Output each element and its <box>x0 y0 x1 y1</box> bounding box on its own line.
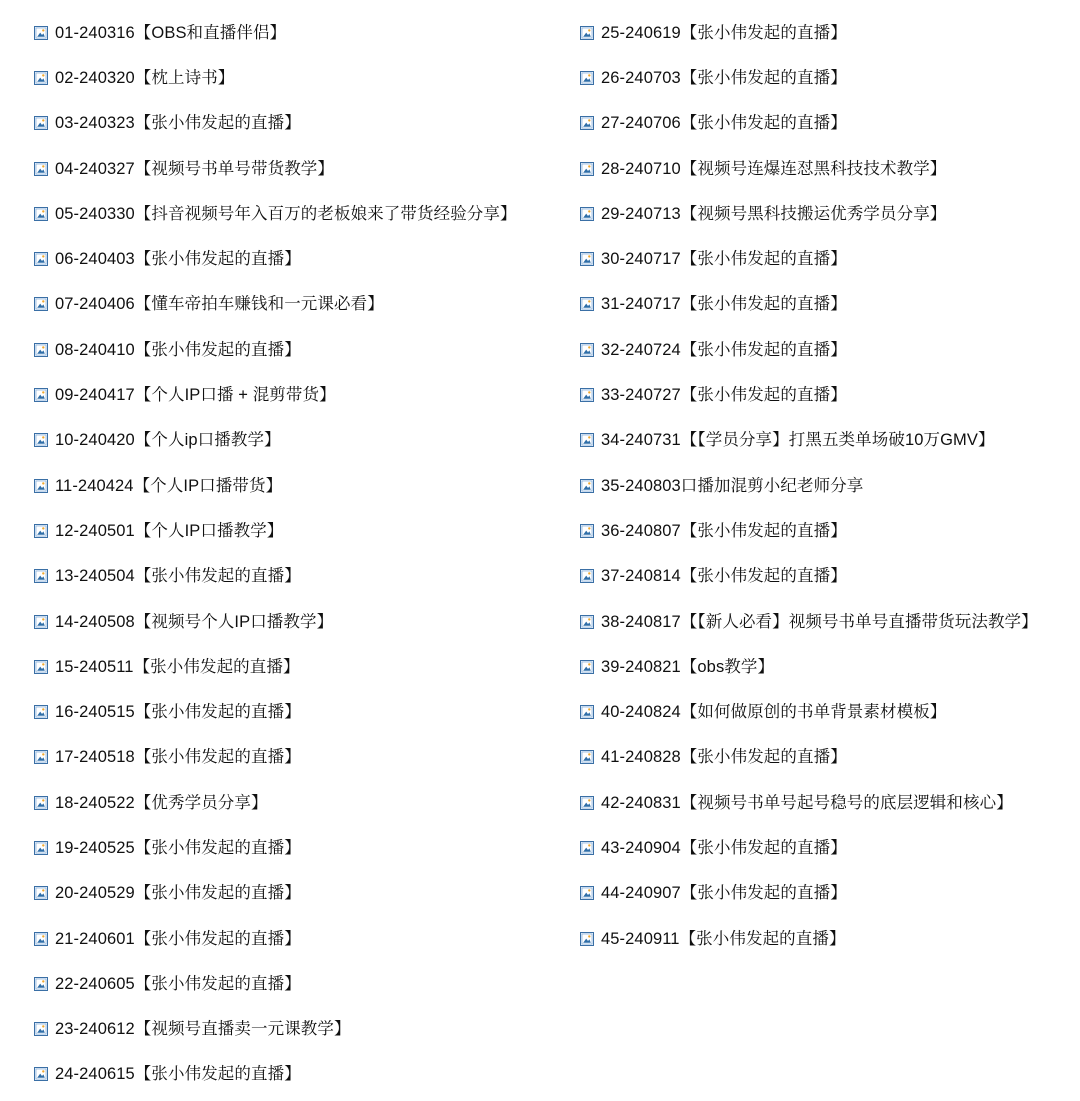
media-file-icon <box>34 26 48 40</box>
file-row[interactable] <box>580 101 1080 146</box>
file-row[interactable] <box>580 780 1080 825</box>
media-file-icon <box>580 343 594 357</box>
file-row[interactable] <box>34 644 574 689</box>
media-file-icon <box>580 524 594 538</box>
file-row[interactable] <box>34 236 574 281</box>
file-name: 38-240817【【新人必看】视频号书单号直播带货玩法教学】 <box>601 612 1038 631</box>
file-row[interactable] <box>580 10 1080 55</box>
file-row[interactable] <box>580 146 1080 191</box>
media-file-icon <box>34 615 48 629</box>
file-row[interactable] <box>580 327 1080 372</box>
file-row[interactable] <box>580 463 1080 508</box>
media-file-icon <box>580 660 594 674</box>
media-file-icon <box>580 841 594 855</box>
media-file-icon <box>580 162 594 176</box>
media-file-icon <box>580 479 594 493</box>
media-file-icon <box>580 750 594 764</box>
media-file-icon <box>34 207 48 221</box>
file-row[interactable] <box>580 871 1080 916</box>
file-name: 06-240403【张小伟发起的直播】 <box>55 250 301 269</box>
media-file-icon <box>34 388 48 402</box>
file-name: 33-240727【张小伟发起的直播】 <box>601 386 847 405</box>
file-row[interactable] <box>580 599 1080 644</box>
file-row[interactable] <box>580 644 1080 689</box>
media-file-icon <box>580 705 594 719</box>
media-file-icon <box>34 1022 48 1036</box>
file-row[interactable] <box>580 508 1080 553</box>
file-name: 43-240904【张小伟发起的直播】 <box>601 838 847 857</box>
file-name: 09-240417【个人IP口播 + 混剪带货】 <box>55 386 336 405</box>
file-name: 39-240821【obs教学】 <box>601 657 775 676</box>
file-row[interactable] <box>34 916 574 961</box>
media-file-icon <box>34 569 48 583</box>
file-name: 17-240518【张小伟发起的直播】 <box>55 748 301 767</box>
media-file-icon <box>34 162 48 176</box>
file-row[interactable] <box>34 508 574 553</box>
file-name: 45-240911【张小伟发起的直播】 <box>601 929 846 948</box>
right-column <box>580 10 1080 961</box>
file-name: 37-240814【张小伟发起的直播】 <box>601 567 847 586</box>
media-file-icon <box>580 71 594 85</box>
file-name: 19-240525【张小伟发起的直播】 <box>55 838 301 857</box>
file-row[interactable] <box>580 735 1080 780</box>
file-name: 15-240511【张小伟发起的直播】 <box>55 657 300 676</box>
file-row[interactable] <box>34 554 574 599</box>
file-name: 41-240828【张小伟发起的直播】 <box>601 748 847 767</box>
media-file-icon <box>34 841 48 855</box>
file-name: 22-240605【张小伟发起的直播】 <box>55 974 301 993</box>
media-file-icon <box>580 796 594 810</box>
file-name: 16-240515【张小伟发起的直播】 <box>55 703 301 722</box>
file-row[interactable] <box>34 55 574 100</box>
file-name: 32-240724【张小伟发起的直播】 <box>601 340 847 359</box>
file-row[interactable] <box>34 191 574 236</box>
file-row[interactable] <box>580 418 1080 463</box>
file-name: 08-240410【张小伟发起的直播】 <box>55 340 301 359</box>
left-column <box>34 10 574 1097</box>
file-row[interactable] <box>580 689 1080 734</box>
media-file-icon <box>580 116 594 130</box>
file-row[interactable] <box>34 146 574 191</box>
file-name: 30-240717【张小伟发起的直播】 <box>601 250 847 269</box>
file-name: 35-240803口播加混剪小纪老师分享 <box>601 476 864 495</box>
media-file-icon <box>580 433 594 447</box>
file-name: 07-240406【懂车帝拍车赚钱和一元课必看】 <box>55 295 384 314</box>
media-file-icon <box>580 886 594 900</box>
file-row[interactable] <box>34 871 574 916</box>
file-name: 27-240706【张小伟发起的直播】 <box>601 114 847 133</box>
media-file-icon <box>580 252 594 266</box>
file-name: 23-240612【视频号直播卖一元课教学】 <box>55 1020 351 1039</box>
file-row[interactable] <box>34 780 574 825</box>
file-row[interactable] <box>34 282 574 327</box>
file-row[interactable] <box>34 735 574 780</box>
file-name: 13-240504【张小伟发起的直播】 <box>55 567 301 586</box>
file-name: 40-240824【如何做原创的书单背景素材模板】 <box>601 703 947 722</box>
file-row[interactable] <box>34 1052 574 1097</box>
file-row[interactable] <box>34 418 574 463</box>
file-row[interactable] <box>34 463 574 508</box>
media-file-icon <box>34 977 48 991</box>
file-name: 25-240619【张小伟发起的直播】 <box>601 23 847 42</box>
file-row[interactable] <box>34 10 574 55</box>
media-file-icon <box>34 1067 48 1081</box>
file-name: 28-240710【视频号连爆连怼黑科技技术教学】 <box>601 159 947 178</box>
media-file-icon <box>34 252 48 266</box>
file-name: 42-240831【视频号书单号起号稳号的底层逻辑和核心】 <box>601 793 1013 812</box>
file-name: 02-240320【枕上诗书】 <box>55 68 235 87</box>
media-file-icon <box>34 750 48 764</box>
file-name: 03-240323【张小伟发起的直播】 <box>55 114 301 133</box>
file-name: 14-240508【视频号个人IP口播教学】 <box>55 612 334 631</box>
file-name: 12-240501【个人IP口播教学】 <box>55 521 284 540</box>
file-row[interactable] <box>580 191 1080 236</box>
file-name: 21-240601【张小伟发起的直播】 <box>55 929 301 948</box>
file-row[interactable] <box>580 554 1080 599</box>
media-file-icon <box>580 207 594 221</box>
file-name: 26-240703【张小伟发起的直播】 <box>601 68 847 87</box>
media-file-icon <box>580 615 594 629</box>
file-name: 18-240522【优秀学员分享】 <box>55 793 268 812</box>
file-name: 44-240907【张小伟发起的直播】 <box>601 884 847 903</box>
file-name: 11-240424【个人IP口播带货】 <box>55 476 283 495</box>
file-row[interactable] <box>34 372 574 417</box>
file-name: 31-240717【张小伟发起的直播】 <box>601 295 847 314</box>
file-name: 05-240330【抖音视频号年入百万的老板娘来了带货经验分享】 <box>55 204 517 223</box>
file-row[interactable] <box>34 961 574 1006</box>
media-file-icon <box>580 388 594 402</box>
file-row[interactable] <box>580 55 1080 100</box>
media-file-icon <box>34 343 48 357</box>
media-file-icon <box>34 524 48 538</box>
file-row[interactable] <box>580 825 1080 870</box>
file-name: 20-240529【张小伟发起的直播】 <box>55 884 301 903</box>
media-file-icon <box>580 26 594 40</box>
media-file-icon <box>34 433 48 447</box>
file-row[interactable] <box>34 327 574 372</box>
file-name: 04-240327【视频号书单号带货教学】 <box>55 159 335 178</box>
file-name: 10-240420【个人ip口播教学】 <box>55 431 281 450</box>
file-row[interactable] <box>34 101 574 146</box>
file-row[interactable] <box>34 599 574 644</box>
file-row[interactable] <box>34 1007 574 1052</box>
file-row[interactable] <box>580 372 1080 417</box>
file-name: 01-240316【OBS和直播伴侣】 <box>55 23 287 42</box>
media-file-icon <box>580 569 594 583</box>
media-file-icon <box>34 479 48 493</box>
media-file-icon <box>34 796 48 810</box>
file-row[interactable] <box>580 236 1080 281</box>
media-file-icon <box>580 932 594 946</box>
media-file-icon <box>34 116 48 130</box>
file-row[interactable] <box>34 825 574 870</box>
file-name: 36-240807【张小伟发起的直播】 <box>601 521 847 540</box>
media-file-icon <box>34 932 48 946</box>
media-file-icon <box>34 705 48 719</box>
file-row[interactable] <box>580 282 1080 327</box>
file-name: 24-240615【张小伟发起的直播】 <box>55 1065 301 1084</box>
file-name: 34-240731【【学员分享】打黑五类单场破10万GMV】 <box>601 431 995 450</box>
media-file-icon <box>34 660 48 674</box>
file-row[interactable] <box>34 689 574 734</box>
media-file-icon <box>34 71 48 85</box>
media-file-icon <box>34 886 48 900</box>
media-file-icon <box>34 297 48 311</box>
file-row[interactable] <box>580 916 1080 961</box>
media-file-icon <box>580 297 594 311</box>
file-name: 29-240713【视频号黑科技搬运优秀学员分享】 <box>601 204 947 223</box>
